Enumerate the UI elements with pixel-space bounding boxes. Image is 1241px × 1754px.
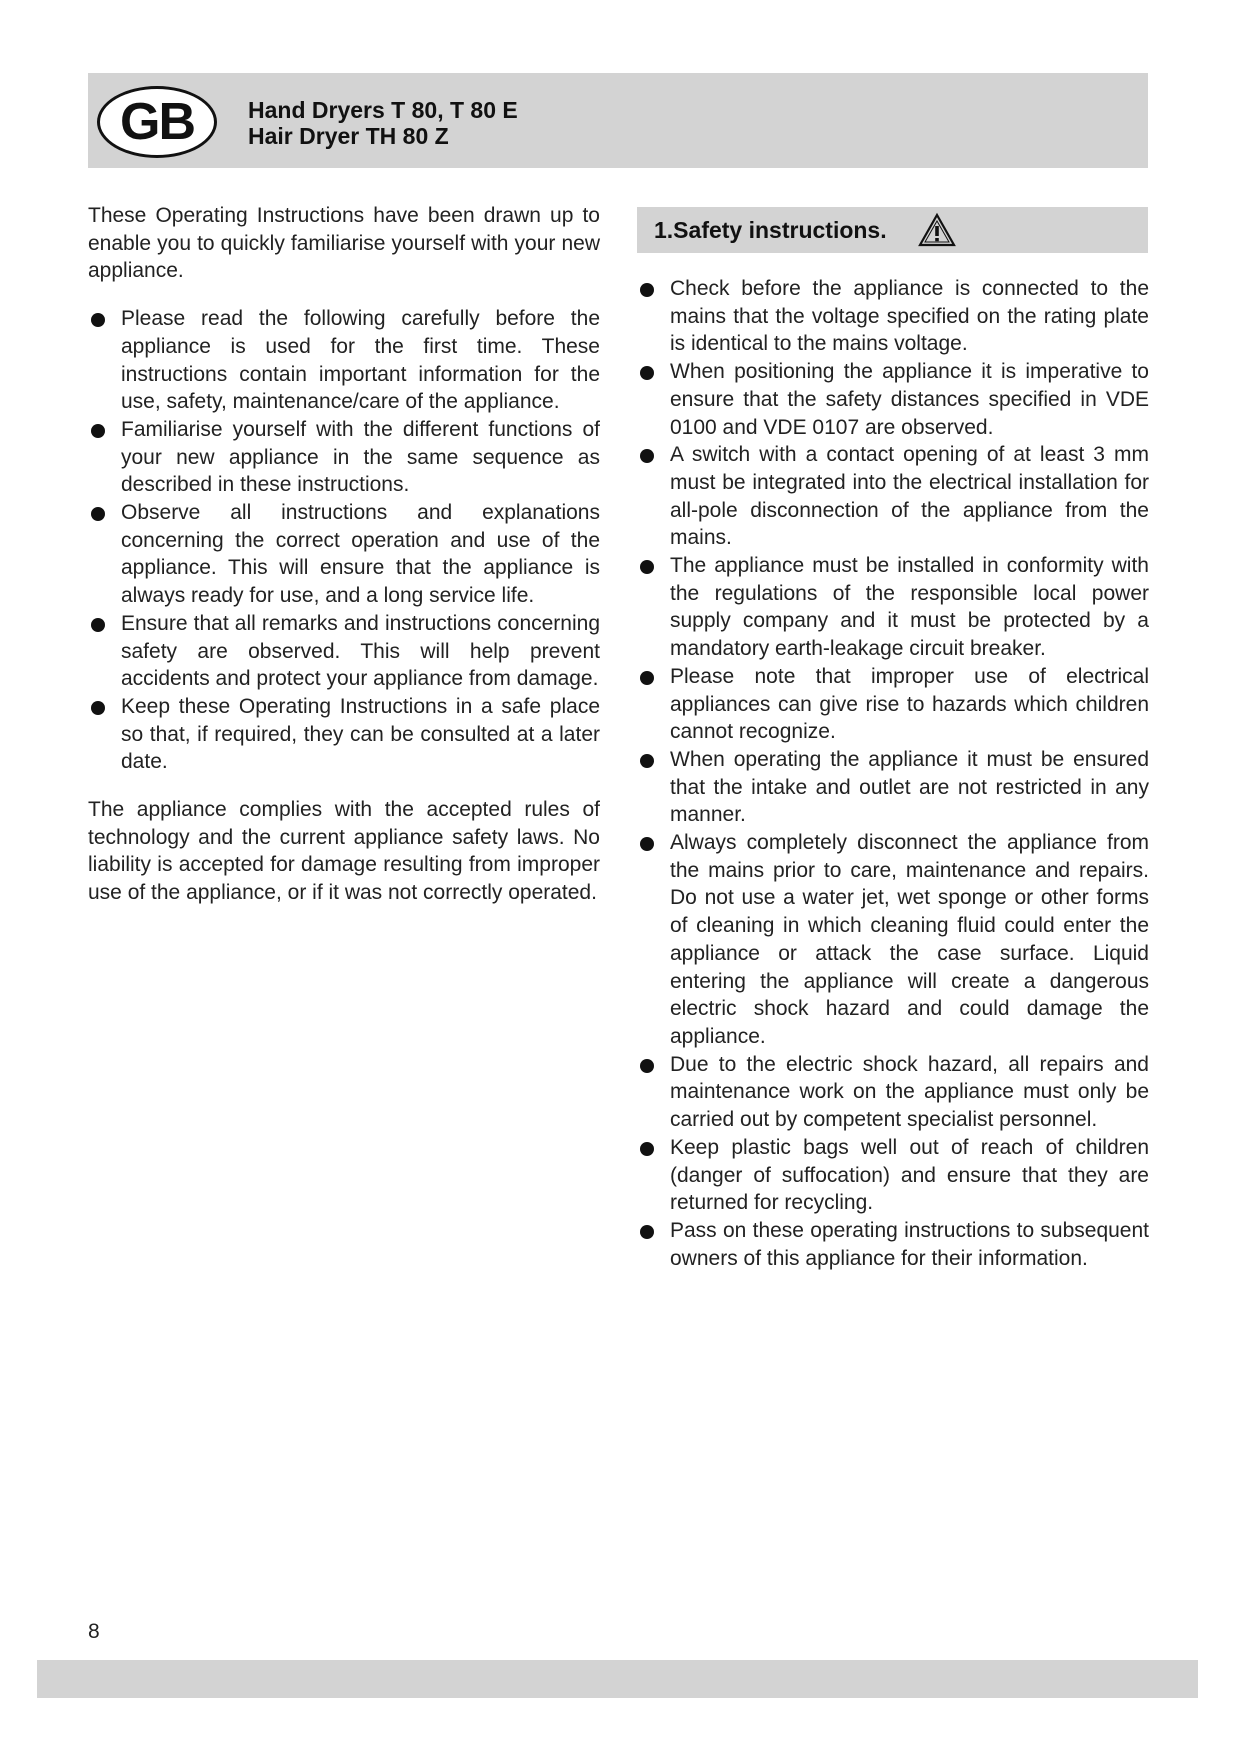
- bullet-dot-icon: [640, 754, 654, 768]
- list-item: [88, 693, 600, 776]
- warning-triangle-icon: [917, 212, 957, 248]
- list-item: [88, 499, 600, 610]
- list-item: [637, 1051, 1149, 1134]
- bullet-dot-icon: [91, 313, 105, 327]
- list-item-text: Always completely disconnect the appliance from the mains prior to care, maintenance and repairs. Do not use a water jet, wet sponge or other forms of cleaning in which cleaning fluid could enter the appliance or attack the case surface. Liquid entering the appliance will create a dangerous electric shock hazard and could damage the appliance.: [670, 831, 1149, 1048]
- list-item: [637, 441, 1149, 552]
- bullet-dot-icon: [91, 507, 105, 521]
- list-item-text: A switch with a contact opening of at least 3 mm must be integrated into the electrical installation for all-pole disconnection of the appliance from the mains.: [670, 443, 1149, 550]
- section-title: 1.Safety instructions.: [654, 216, 887, 243]
- list-item-text: The appliance must be installed in conformity with the regulations of the responsible local power supply company and it must be protected by a mandatory earth-leakage circuit breaker.: [670, 554, 1149, 661]
- list-item-text: When positioning the appliance it is imperative to ensure that the safety distances specified in VDE 0100 and VDE 0107 are observed.: [670, 360, 1149, 439]
- country-badge: GB: [97, 86, 217, 158]
- list-item: [637, 829, 1149, 1051]
- list-item-text: When operating the appliance it must be ensured that the intake and outlet are not restricted in any manner.: [670, 747, 1149, 827]
- list-item-text: Due to the electric shock hazard, all repairs and maintenance work on the appliance must only be carried out by competent specialist personnel.: [670, 1052, 1149, 1132]
- left-column: [88, 202, 600, 907]
- bullet-dot-icon: [91, 701, 105, 715]
- list-item: [88, 610, 600, 693]
- bullet-dot-icon: [91, 618, 105, 632]
- right-column: [637, 275, 1149, 1272]
- bullet-dot-icon: [640, 449, 654, 463]
- list-item: [637, 746, 1149, 829]
- page-number: 8: [88, 1620, 100, 1643]
- list-item-text: Keep these Operating Instructions in a safe place so that, if required, they can be consulted at a later date.: [121, 694, 600, 774]
- footer-band: [37, 1660, 1198, 1698]
- list-item: [88, 305, 600, 416]
- list-item: [637, 1134, 1149, 1217]
- bullet-dot-icon: [640, 1225, 654, 1239]
- list-item-text: Keep plastic bags well out of reach of children (danger of suffocation) and ensure that they are returned for recycling.: [670, 1135, 1149, 1215]
- intro-bullet-list: [88, 305, 600, 776]
- bullet-dot-icon: [640, 366, 654, 380]
- safety-bullet-list: [637, 275, 1149, 1272]
- bullet-dot-icon: [640, 837, 654, 851]
- bullet-dot-icon: [91, 424, 105, 438]
- header-band: [88, 73, 1148, 168]
- bullet-dot-icon: [640, 283, 654, 297]
- list-item: [637, 358, 1149, 441]
- list-item: [637, 1217, 1149, 1272]
- intro-paragraph: These Operating Instructions have been drawn up to enable you to quickly familiarise yourself with your new appliance.: [88, 204, 600, 283]
- list-item-text: Pass on these operating instructions to subsequent owners of this appliance for their information.: [670, 1218, 1149, 1270]
- list-item: [637, 552, 1149, 663]
- list-item-text: Please read the following carefully before the appliance is used for the first time. These instructions contain important information for the use, safety, maintenance/care of the appliance.: [121, 307, 600, 414]
- list-item-text: Observe all instructions and explanations concerning the correct operation and use of the appliance. This will ensure that the appliance is always ready for use, and a long service life.: [121, 501, 600, 608]
- bullet-dot-icon: [640, 560, 654, 574]
- list-item-text: Familiarise yourself with the different functions of your new appliance in the same sequence as described in these instructions.: [121, 417, 600, 497]
- bullet-dot-icon: [640, 671, 654, 685]
- list-item-text: Ensure that all remarks and instructions concerning safety are observed. This will help prevent accidents and protect your appliance from damage.: [121, 611, 600, 691]
- title-line-1: Hand Dryers T 80, T 80 E: [248, 97, 518, 123]
- list-item: [637, 275, 1149, 358]
- list-item: [637, 663, 1149, 746]
- list-item-text: Please note that improper use of electrical appliances can give rise to hazards which children cannot recognize.: [670, 664, 1149, 744]
- compliance-paragraph: The appliance complies with the accepted rules of technology and the current appliance safety laws. No liability is accepted for damage resulting from improper use of the appliance, or if it was not correctly operated.: [88, 798, 600, 905]
- document-title: [248, 97, 518, 149]
- bullet-dot-icon: [640, 1142, 654, 1156]
- section-header: [637, 207, 1148, 253]
- list-item-text: Check before the appliance is connected to the mains that the voltage specified on the rating plate is identical to the mains voltage.: [670, 277, 1149, 356]
- title-line-2: Hair Dryer TH 80 Z: [248, 123, 449, 149]
- bullet-dot-icon: [640, 1059, 654, 1073]
- list-item: [88, 416, 600, 499]
